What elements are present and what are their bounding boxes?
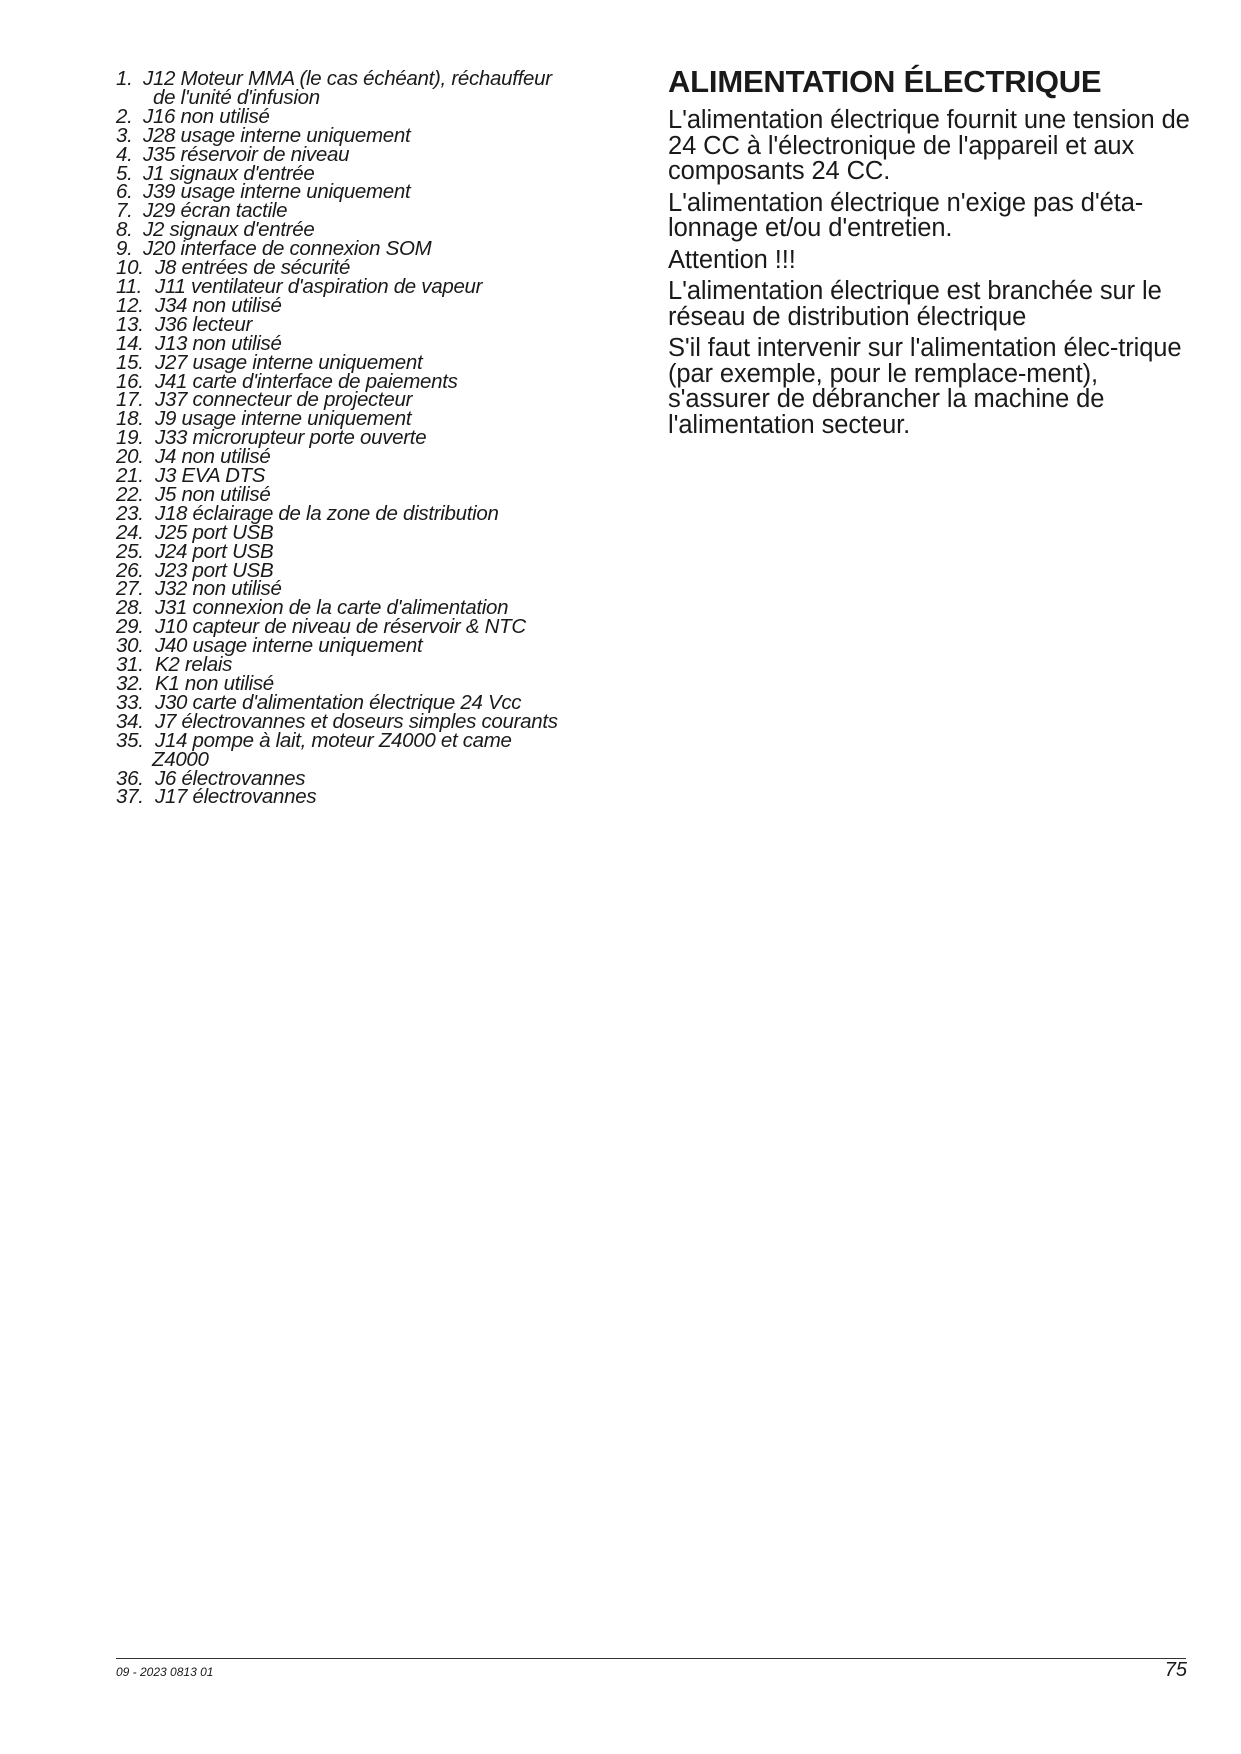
- list-item-text: K2 relais: [155, 653, 233, 677]
- list-item-text: J14 pompe à lait, moteur Z4000 et came: [155, 728, 512, 752]
- list-item-text: J9 usage interne uniquement: [155, 407, 412, 431]
- list-item-text: J39 usage interne uniquement: [143, 180, 411, 204]
- paragraph: L'alimentation électrique fournit une tension de 24 CC à l'électronique de l'appareil et aux composants 24 CC.: [668, 106, 1190, 185]
- list-item-text: J2 signaux d'entrée: [143, 218, 315, 242]
- list-item-number: 11.: [116, 274, 143, 298]
- power-supply-section: [668, 62, 1198, 444]
- paragraph: L'alimentation électrique est branchée sur le réseau de distribution électrique: [668, 277, 1162, 331]
- attention-label: Attention !!!: [668, 245, 796, 274]
- list-item-number: 28.: [116, 596, 144, 620]
- list-item-continuation: de l'unité d'infusion: [153, 85, 320, 109]
- list-item-number: 37.: [116, 785, 144, 809]
- list-item-text: J8 entrées de sécurité: [155, 256, 351, 280]
- list-item-text: J41 carte d'interface de paiements: [155, 369, 458, 393]
- list-item-text: J20 interface de connexion SOM: [143, 237, 432, 261]
- list-item-text: J30 carte d'alimentation électrique 24 Vcc: [155, 690, 522, 714]
- list-item-text: J17 électrovannes: [155, 785, 317, 809]
- list-item-number: 19.: [116, 426, 144, 450]
- list-item-number: 30.: [116, 634, 144, 658]
- list-item-text: J1 signaux d'entrée: [143, 161, 315, 185]
- list-item-text: J27 usage interne uniquement: [155, 350, 423, 374]
- list-item-number: 34.: [116, 709, 144, 733]
- list-item-number: 6.: [116, 180, 133, 204]
- list-item-number: 9.: [116, 237, 133, 261]
- list-item-number: 20.: [116, 445, 144, 469]
- list-item-number: 23.: [116, 501, 144, 525]
- list-item-text: J6 électrovannes: [155, 766, 306, 790]
- list-item-text: J37 connecteur de projecteur: [155, 388, 413, 412]
- list-item-text: J32 non utilisé: [155, 577, 282, 601]
- page-number: 75: [1164, 1659, 1187, 1681]
- list-item-text: J11 ventilateur d'aspiration de vapeur: [155, 274, 483, 298]
- list-item-text: J35 réservoir de niveau: [143, 142, 350, 166]
- section-heading: ALIMENTATION ÉLECTRIQUE: [668, 64, 1102, 99]
- connector-list: [116, 67, 646, 809]
- list-item-number: 35.: [116, 728, 144, 752]
- list-item-continuation: Z4000: [152, 747, 209, 771]
- list-item-number: 15.: [116, 350, 144, 374]
- list-item-number: 32.: [116, 672, 144, 695]
- list-item-text: J10 capteur de niveau de réservoir & NTC: [155, 615, 526, 639]
- list-item-number: 29.: [116, 615, 144, 639]
- list-item-number: 13.: [116, 312, 144, 336]
- list-item-number: 7.: [116, 199, 133, 223]
- list-item-number: 18.: [116, 407, 144, 431]
- list-item-number: 8.: [116, 218, 133, 242]
- list-item-text: J5 non utilisé: [155, 482, 271, 506]
- footer-divider: [116, 1658, 1186, 1659]
- list-item-text: J33 microrupteur porte ouverte: [155, 426, 427, 450]
- list-item-text: J4 non utilisé: [155, 445, 271, 469]
- document-code: 09 - 2023 0813 01: [116, 1665, 214, 1679]
- list-item-text: J24 port USB: [155, 539, 274, 563]
- list-item-number: 4.: [116, 142, 133, 166]
- list-item-number: 25.: [116, 539, 144, 563]
- list-item-number: 12.: [116, 293, 144, 317]
- list-item-number: 31.: [116, 653, 144, 677]
- paragraph: S'il faut intervenir sur l'alimentation élec-trique (par exemple, pour le remplace-ment), s'assurer de débrancher la machine de l'alimentation secteur.: [668, 334, 1182, 439]
- list-item-text: J3 EVA DTS: [155, 464, 266, 488]
- paragraph: L'alimentation électrique n'exige pas d'éta-lonnage et/ou d'entretien.: [668, 188, 1144, 242]
- list-item-number: 1.: [116, 67, 133, 90]
- list-item-number: 10.: [116, 256, 144, 280]
- list-item-text: J23 port USB: [155, 558, 274, 582]
- list-item-text: J25 port USB: [155, 520, 274, 544]
- list-item-number: 36.: [116, 766, 144, 790]
- list-item-number: 33.: [116, 690, 144, 714]
- list-item-text: J36 lecteur: [155, 312, 252, 336]
- list-item-number: 16.: [116, 369, 144, 393]
- list-item-number: 21.: [116, 464, 144, 488]
- list-item-number: 2.: [116, 104, 133, 128]
- list-item-number: 26.: [116, 558, 144, 582]
- list-item-text: J16 non utilisé: [143, 104, 270, 128]
- list-item-text: J34 non utilisé: [155, 293, 282, 317]
- list-item-number: 22.: [116, 482, 144, 506]
- list-item-text: J29 écran tactile: [143, 199, 288, 223]
- list-item-number: 5.: [116, 161, 133, 185]
- list-item-text: J13 non utilisé: [155, 331, 282, 355]
- list-item-number: 24.: [116, 520, 144, 544]
- list-item-number: 17.: [116, 388, 144, 412]
- list-item-number: 14.: [116, 331, 144, 355]
- list-item-number: 3.: [116, 123, 133, 147]
- list-item-text: J7 électrovannes et doseurs simples courants: [155, 709, 558, 733]
- list-item-text: J40 usage interne uniquement: [155, 634, 423, 658]
- list-item: [116, 785, 646, 809]
- list-item-text: K1 non utilisé: [155, 672, 274, 695]
- list-item-number: 27.: [116, 577, 144, 601]
- list-item-text: J31 connexion de la carte d'alimentation: [155, 596, 509, 620]
- list-item-text: J18 éclairage de la zone de distribution: [155, 501, 499, 525]
- list-item-text: J28 usage interne uniquement: [143, 123, 411, 147]
- list-item-text: J12 Moteur MMA (le cas échéant), réchauffeur: [143, 67, 552, 90]
